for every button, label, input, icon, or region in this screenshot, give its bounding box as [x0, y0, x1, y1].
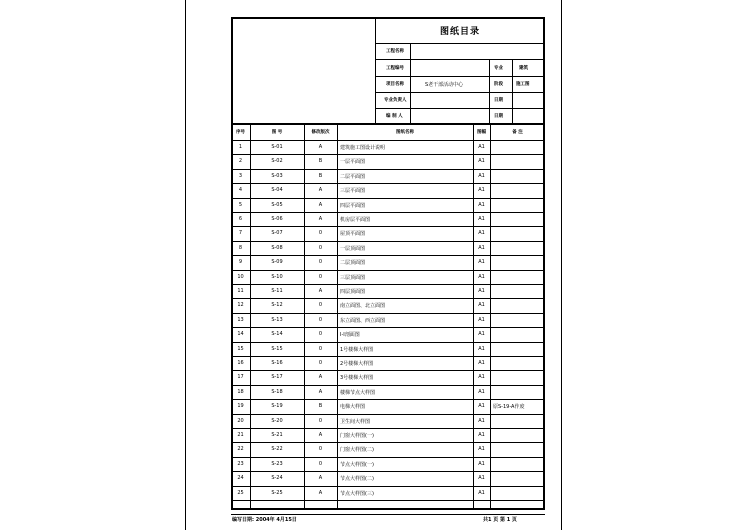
- row-line: [231, 500, 545, 501]
- cell-revision: A: [318, 475, 323, 481]
- cell-seq: 2: [238, 158, 243, 164]
- cell-drawing-name: 三层平面图: [340, 187, 366, 194]
- cell-drawing-no: S-10: [271, 274, 283, 280]
- col-header-revision: 修改版次: [311, 130, 330, 135]
- cell-revision: 0: [318, 331, 323, 337]
- cell-seq: 24: [237, 475, 244, 481]
- cell-drawing-name: 电梯大样图: [340, 403, 366, 410]
- cell-seq: 6: [238, 216, 243, 222]
- cell-size: A1: [478, 346, 485, 352]
- cell-seq: 22: [237, 446, 244, 452]
- cell-remark: [493, 370, 545, 384]
- cell-drawing-no: S-14: [271, 331, 283, 337]
- cell-drawing-name: 二层平面图: [340, 173, 366, 180]
- project-no-label: 工程编号: [386, 65, 404, 71]
- item-name-label: 项目名称: [386, 82, 404, 87]
- cell-drawing-name: 节点大样图(二): [340, 475, 374, 482]
- cell-remark: [493, 154, 545, 168]
- cell-revision: 0: [318, 360, 323, 366]
- cell-drawing-name: 楼梯节点大样图: [340, 389, 376, 396]
- col-header-seq: 序号: [236, 130, 245, 135]
- cell-size: A1: [478, 144, 485, 150]
- cell-seq: 20: [237, 418, 244, 424]
- cell-drawing-name: 机房层平面图: [340, 216, 371, 223]
- cell-revision: A: [318, 202, 323, 208]
- cell-size: A1: [478, 461, 485, 467]
- cell-size: A1: [478, 158, 485, 164]
- date1-label: 日期: [494, 98, 503, 103]
- cell-remark: [493, 140, 545, 154]
- cell-size: A1: [478, 202, 485, 208]
- cell-drawing-no: S-07: [271, 230, 283, 236]
- cell-size: A1: [478, 317, 485, 323]
- cell-drawing-name: 四层平面图: [340, 202, 366, 209]
- col-header-drawing-no: 图 号: [271, 130, 283, 135]
- cell-revision: A: [318, 490, 323, 496]
- cell-drawing-no: S-15: [271, 346, 283, 352]
- cell-size: A1: [478, 331, 485, 337]
- col-header-drawing-name: 图纸名称: [396, 130, 414, 135]
- cell-drawing-name: 二层顶面图: [340, 259, 366, 266]
- cell-remark: [493, 457, 545, 471]
- cell-seq: 7: [238, 230, 243, 236]
- cell-seq: 11: [237, 288, 244, 294]
- cell-revision: B: [318, 403, 323, 409]
- col-line: [490, 124, 491, 510]
- cell-remark: [493, 356, 545, 370]
- cell-size: A1: [478, 274, 485, 280]
- cell-size: A1: [478, 259, 485, 265]
- cell-drawing-no: S-04: [271, 187, 283, 193]
- cell-seq: 19: [237, 403, 244, 409]
- cell-seq: 9: [238, 259, 243, 265]
- cell-seq: 23: [237, 461, 244, 467]
- cell-drawing-no: S-18: [271, 389, 283, 395]
- cell-drawing-no: S-05: [271, 202, 283, 208]
- cell-revision: A: [318, 216, 323, 222]
- cell-remark: [493, 486, 545, 500]
- compiler-label: 编 制 人: [386, 114, 403, 119]
- cell-drawing-no: S-22: [271, 446, 283, 452]
- cell-seq: 1: [238, 144, 243, 150]
- catalog-title: 图纸目录: [439, 26, 480, 37]
- cell-drawing-no: S-13: [271, 317, 283, 323]
- cell-revision: 0: [318, 245, 323, 251]
- cell-seq: 18: [237, 389, 244, 395]
- cell-seq: 15: [237, 346, 244, 352]
- cell-seq: 21: [237, 432, 244, 438]
- grid-line: [410, 43, 411, 124]
- cell-revision: 0: [318, 461, 323, 467]
- cell-size: A1: [478, 389, 485, 395]
- col-header-remark: 备 注: [512, 130, 523, 135]
- cell-drawing-name: 卫生间大样图: [340, 418, 371, 425]
- cell-revision: 0: [318, 230, 323, 236]
- cell-drawing-name: 四层顶面图: [340, 288, 366, 295]
- cell-remark: [493, 255, 545, 269]
- cell-drawing-name: 门窗大样图(二): [340, 446, 374, 453]
- cell-drawing-no: S-12: [271, 302, 283, 308]
- cell-revision: B: [318, 158, 323, 164]
- cell-revision: A: [318, 187, 323, 193]
- cell-size: A1: [478, 302, 485, 308]
- cell-revision: B: [318, 173, 323, 179]
- cell-size: A1: [478, 230, 485, 236]
- grid-line: [489, 59, 490, 124]
- compile-date: 编写日期: 2004年 4月15日: [232, 516, 297, 523]
- page-count: 共1 页 第 1 页: [483, 516, 517, 523]
- cell-revision: 0: [318, 274, 323, 280]
- cell-revision: A: [318, 288, 323, 294]
- grid-line: [512, 59, 513, 124]
- cell-seq: 25: [237, 490, 244, 496]
- cell-size: A1: [478, 360, 485, 366]
- cell-drawing-no: S-19: [271, 403, 283, 409]
- cell-seq: 12: [237, 302, 244, 308]
- cell-revision: 0: [318, 317, 323, 323]
- cell-remark: [493, 414, 545, 428]
- cell-drawing-name: 建筑施工图设计说明: [340, 144, 386, 151]
- cell-seq: 4: [238, 187, 243, 193]
- cell-seq: 14: [237, 331, 244, 337]
- cell-drawing-name: 2号楼梯大样图: [340, 360, 374, 367]
- cell-size: A1: [478, 403, 485, 409]
- cell-size: A1: [478, 187, 485, 193]
- cell-drawing-name: 一层平面图: [340, 158, 366, 165]
- cell-size: A1: [478, 288, 485, 294]
- stage-label: 阶段: [494, 82, 503, 87]
- cell-size: A1: [478, 446, 485, 452]
- cell-remark: [493, 471, 545, 485]
- cell-drawing-no: S-01: [271, 144, 283, 150]
- cell-remark: [493, 313, 545, 327]
- cell-seq: 13: [237, 317, 244, 323]
- cell-drawing-no: S-24: [271, 475, 283, 481]
- cell-seq: 10: [237, 274, 244, 280]
- cell-revision: A: [318, 144, 323, 150]
- cell-remark: [493, 442, 545, 456]
- cell-revision: 0: [318, 302, 323, 308]
- cell-drawing-name: 三层顶面图: [340, 274, 366, 281]
- cell-seq: 17: [237, 374, 244, 380]
- cell-drawing-no: S-11: [271, 288, 283, 294]
- cell-drawing-no: S-20: [271, 418, 283, 424]
- cell-remark: [493, 342, 545, 356]
- cell-revision: A: [318, 374, 323, 380]
- cell-size: A1: [478, 216, 485, 222]
- cell-revision: 0: [318, 418, 323, 424]
- cell-drawing-no: S-06: [271, 216, 283, 222]
- project-name-label: 工程名称: [386, 49, 404, 54]
- cell-size: A1: [478, 173, 485, 179]
- cell-drawing-no: S-23: [271, 461, 283, 467]
- cell-drawing-no: S-16: [271, 360, 283, 366]
- cell-remark: [493, 198, 545, 212]
- cell-remark: [493, 385, 545, 399]
- cell-drawing-no: S-03: [271, 173, 283, 179]
- cell-drawing-name: 一层顶面图: [340, 245, 366, 252]
- col-line: [337, 124, 338, 510]
- cell-revision: 0: [318, 346, 323, 352]
- cell-drawing-name: 南立面图、北立面图: [340, 302, 386, 309]
- cell-remark: [493, 284, 545, 298]
- cell-remark: [493, 183, 545, 197]
- cell-remark: [493, 212, 545, 226]
- date2-label: 日期: [494, 114, 503, 119]
- major-label: 专业: [494, 65, 503, 71]
- cell-drawing-no: S-02: [271, 158, 283, 164]
- cell-drawing-name: 节点大样图(三): [340, 490, 374, 497]
- cell-remark: [493, 241, 545, 255]
- cell-drawing-no: S-17: [271, 374, 283, 380]
- cell-size: A1: [478, 490, 485, 496]
- cell-drawing-name: 节点大样图(一): [340, 461, 374, 468]
- col-header-size: 图幅: [477, 130, 486, 135]
- pm-label: 专业负责人: [384, 98, 407, 103]
- cell-seq: 8: [238, 245, 243, 251]
- cell-drawing-no: S-25: [271, 490, 283, 496]
- cell-seq: 5: [238, 202, 243, 208]
- cell-revision: A: [318, 432, 323, 438]
- cell-drawing-name: I-I剖面图: [340, 331, 360, 338]
- cell-size: A1: [478, 432, 485, 438]
- cell-size: A1: [478, 475, 485, 481]
- cell-remark: [493, 270, 545, 284]
- cell-revision: A: [318, 389, 323, 395]
- cell-remark: [493, 226, 545, 240]
- cell-drawing-name: 1号楼梯大样图: [340, 346, 374, 353]
- cell-remark: [493, 428, 545, 442]
- stage-value: 施工图: [516, 82, 530, 87]
- cell-drawing-name: 东立面图、西立面图: [340, 317, 386, 324]
- cell-size: A1: [478, 374, 485, 380]
- cell-remark: [493, 298, 545, 312]
- cell-drawing-name: 门窗大样图(一): [340, 432, 374, 439]
- cell-drawing-no: S-21: [271, 432, 283, 438]
- item-name-value: S老干部活动中心: [425, 81, 464, 88]
- cell-drawing-no: S-08: [271, 245, 283, 251]
- cell-remark: 原S-19-A作废: [493, 403, 525, 410]
- major-value: 建筑: [519, 65, 528, 71]
- cell-remark: [493, 327, 545, 341]
- cell-seq: 16: [237, 360, 244, 366]
- cell-drawing-name: 屋顶平面图: [340, 230, 366, 237]
- cell-revision: 0: [318, 259, 323, 265]
- cell-remark: [493, 169, 545, 183]
- cell-size: A1: [478, 245, 485, 251]
- cell-revision: 0: [318, 446, 323, 452]
- cell-drawing-no: S-09: [271, 259, 283, 265]
- cell-size: A1: [478, 418, 485, 424]
- cell-seq: 3: [238, 173, 243, 179]
- cell-drawing-name: 3号楼梯大样图: [340, 374, 374, 381]
